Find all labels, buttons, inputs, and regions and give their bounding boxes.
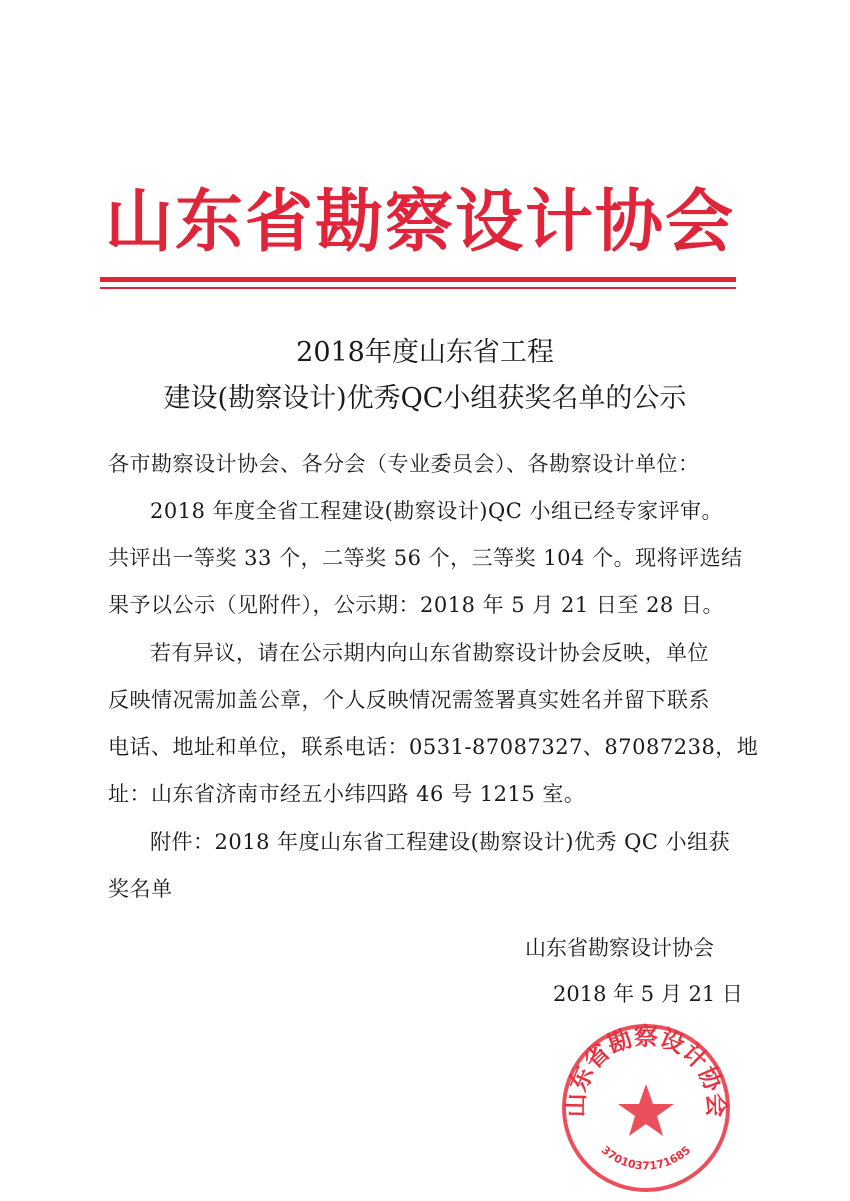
seal-text: 山东省勘察设计协会: [561, 1022, 731, 1118]
signature-organization: 山东省勘察设计协会: [525, 936, 714, 960]
body-line: 若有异议，请在公示期内向山东省勘察设计协会反映，单位: [150, 641, 709, 665]
body-line: 反映情况需加盖公章，个人反映情况需签署真实姓名并留下联系: [108, 688, 710, 712]
letterhead-title: 山东省勘察设计协会: [104, 183, 735, 262]
signature-date: 2018 年 5 月 21 日: [553, 982, 743, 1006]
letterhead-rule-thin: [100, 287, 736, 289]
body-line: 2018 年度全省工程建设(勘察设计)QC 小组已经专家评审。: [150, 499, 723, 523]
body-line: 共评出一等奖 33 个，二等奖 56 个，三等奖 104 个。现将评选结: [108, 546, 743, 570]
body-line: 果予以公示（见附件），公示期：2018 年 5 月 21 日至 28 日。: [108, 593, 724, 617]
document-title-line-2: 建设(勘察设计)优秀QC小组获奖名单的公示: [163, 383, 687, 414]
document-title-line-1: 2018年度山东省工程: [296, 337, 554, 368]
letterhead-rule-thick: [100, 277, 736, 282]
body-line: 电话、地址和单位，联系电话：0531-87087327、87087238，地: [108, 735, 759, 759]
body-line: 址：山东省济南市经五小纬四路 46 号 1215 室。: [108, 782, 586, 806]
star-icon: [618, 1084, 674, 1136]
attachment-line: 奖名单: [108, 877, 173, 901]
salutation: 各市勘察设计协会、各分会（专业委员会）、各勘察设计单位：: [108, 452, 700, 476]
attachment-line: 附件：2018 年度山东省工程建设(勘察设计)优秀 QC 小组获: [150, 830, 731, 854]
svg-text:3701037171685: [599, 1144, 693, 1173]
official-seal: [560, 1022, 732, 1194]
seal-number: 3701037171685: [598, 1143, 694, 1173]
